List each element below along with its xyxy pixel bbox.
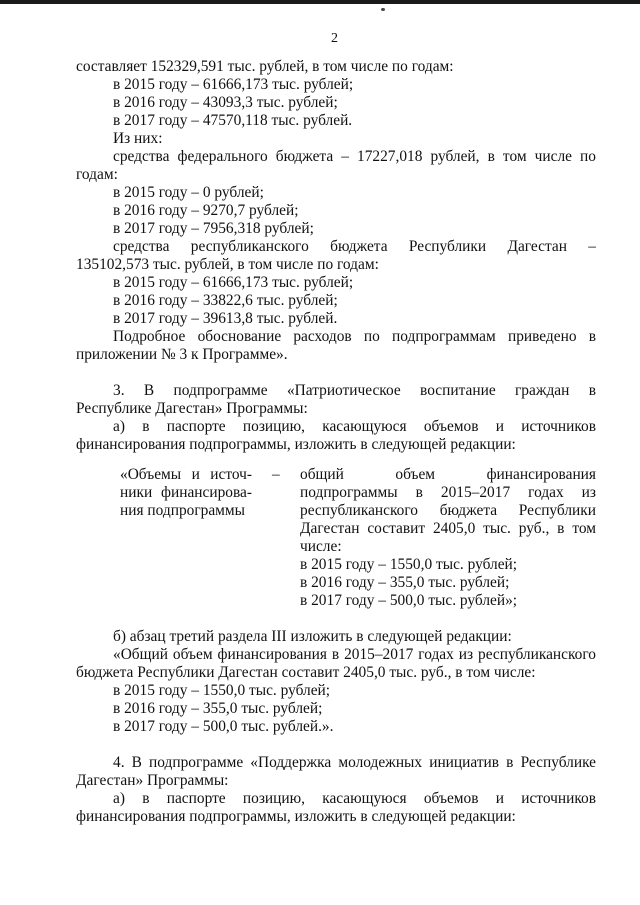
quote-line: бюджета Республики Дагестан составит 2405,0 тыс. руб., в том числе:	[76, 664, 536, 681]
justification-line: приложении № 3 к Программе».	[76, 346, 288, 363]
federal-funds-line: годам:	[76, 166, 118, 183]
year-line: в 2017 году – 39613,8 тыс. рублей.	[113, 310, 338, 327]
item-a-line: финансирования подпрограммы, изложить в следующей редакции:	[76, 808, 516, 825]
item-a-line: а) в паспорте позицию, касающуюся объемов и источников	[113, 790, 596, 807]
scan-edge-top	[0, 0, 640, 4]
table-right-cell: числе:	[300, 538, 342, 555]
item-b-line: б) абзац третий раздела III изложить в следующей редакции:	[113, 628, 512, 645]
table-right-cell: республиканского бюджета Республики	[300, 502, 596, 519]
year-line: в 2015 году – 0 рублей;	[113, 184, 264, 201]
justification-line: Подробное обоснование расходов по подпрограммам приведено в	[113, 328, 596, 345]
scan-speck	[381, 8, 385, 11]
item-a-line: финансирования подпрограммы, изложить в следующей редакции:	[76, 436, 516, 453]
page-number: 2	[331, 31, 338, 46]
section-3-heading: Республике Дагестан» Программы:	[76, 400, 308, 417]
table-left-cell: ния подпрограммы	[120, 502, 246, 519]
federal-funds-line: средства федерального бюджета – 17227,018 рублей, в том числе по	[113, 148, 596, 165]
year-line: в 2015 году – 1550,0 тыс. рублей;	[113, 682, 331, 699]
table-left-cell: ники финансирова-	[120, 484, 252, 501]
section-4-heading: Дагестан» Программы:	[76, 772, 229, 789]
table-right-cell: Дагестан составит 2405,0 тыс. руб., в том	[300, 520, 596, 537]
table-year-line: в 2016 году – 355,0 тыс. рублей;	[300, 574, 510, 591]
year-line: в 2017 году – 7956,318 рублей;	[113, 220, 314, 237]
table-dash: –	[272, 466, 280, 483]
republic-funds-line: средства республиканского бюджета Республики Дагестан –	[113, 238, 596, 255]
total-line: составляет 152329,591 тыс. рублей, в том числе по годам:	[76, 58, 454, 75]
section-4-heading: 4. В подпрограмме «Поддержка молодежных инициатив в Республике	[113, 754, 596, 771]
table-right-cell: общий объем финансирования	[300, 466, 596, 483]
item-a-line: а) в паспорте позицию, касающуюся объемов и источников	[113, 418, 596, 435]
year-line: в 2015 году – 61666,173 тыс. рублей;	[113, 274, 354, 291]
year-line: в 2016 году – 43093,3 тыс. рублей;	[113, 94, 338, 111]
year-line: в 2015 году – 61666,173 тыс. рублей;	[113, 76, 354, 93]
year-line: в 2016 году – 355,0 тыс. рублей;	[113, 700, 323, 717]
of-them-line: Из них:	[113, 130, 163, 147]
section-3-heading: 3. В подпрограмме «Патриотическое воспитание граждан в	[113, 382, 596, 399]
table-year-line: в 2017 году – 500,0 тыс. рублей»;	[300, 592, 518, 609]
year-line: в 2017 году – 500,0 тыс. рублей.».	[113, 718, 334, 735]
table-right-cell: подпрограммы в 2015–2017 годах из	[300, 484, 596, 501]
table-year-line: в 2015 году – 1550,0 тыс. рублей;	[300, 556, 518, 573]
year-line: в 2016 году – 33822,6 тыс. рублей;	[113, 292, 338, 309]
republic-funds-line: 135102,573 тыс. рублей, в том числе по годам:	[76, 256, 379, 273]
table-left-cell: «Объемы и источ-	[120, 466, 252, 483]
year-line: в 2017 году – 47570,118 тыс. рублей.	[113, 112, 353, 129]
year-line: в 2016 году – 9270,7 рублей;	[113, 202, 299, 219]
quote-line: «Общий объем финансирования в 2015–2017 годах из республиканского	[113, 646, 596, 663]
